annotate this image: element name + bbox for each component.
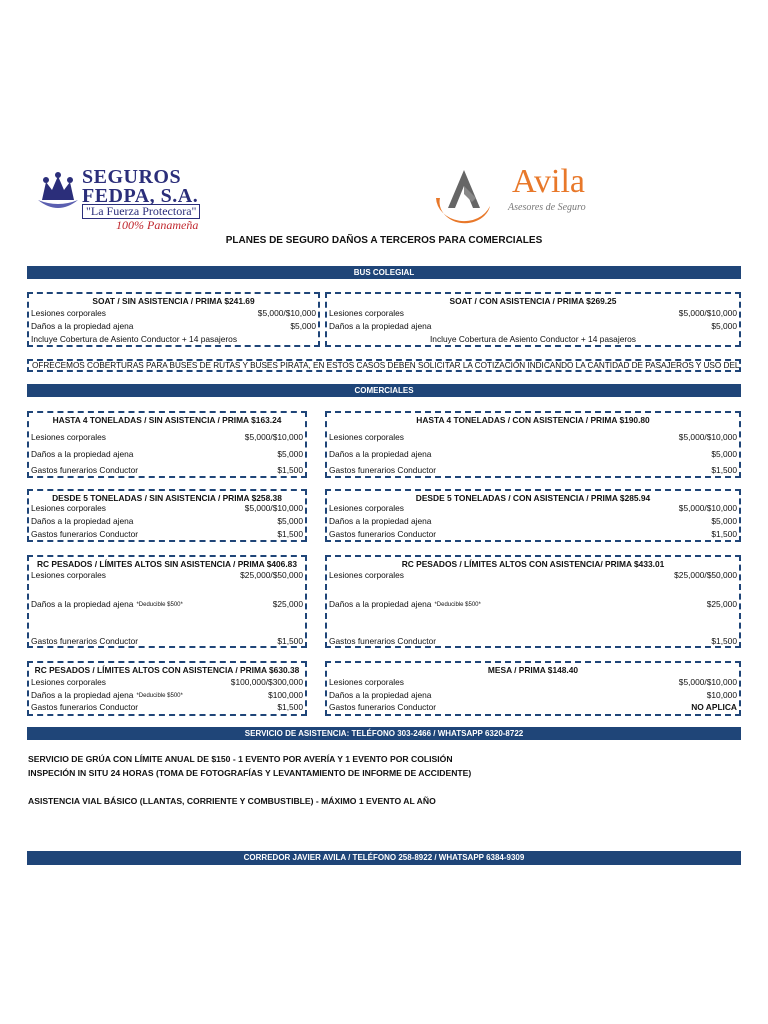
plan-box-bus-sin: [27, 292, 320, 347]
plan-row: Gastos funerarios Conductor NO APLICA: [329, 702, 737, 712]
avila-subtitle: Asesores de Seguro: [508, 202, 586, 213]
page-title: PLANES DE SEGURO DAÑOS A TERCEROS PARA COMERCIALES: [225, 235, 543, 246]
plan-row: Daños a la propiedad ajena $5,000: [31, 321, 316, 331]
deductible-note: *Deducible $500*: [136, 693, 183, 699]
section-bar-corredor: CORREDOR JAVIER AVILA / TELÉFONO 258-8922 / WHATSAPP 6384-9309: [27, 851, 741, 865]
avila-mark-icon: [428, 162, 500, 224]
plan-title: HASTA 4 TONELADAS / SIN ASISTENCIA / PRIMA $163.24: [52, 415, 282, 425]
plan-row: Lesiones corporales $5,000/$10,000: [329, 503, 737, 513]
plan-row: Lesiones corporales $25,000/$50,000: [329, 570, 737, 580]
plan-row: Lesiones corporales $5,000/$10,000: [31, 503, 303, 513]
plan-row: Daños a la propiedad ajena $5,000: [329, 516, 737, 526]
plan-row: Daños a la propiedad ajena *Deducible $500* $25,000: [329, 599, 737, 609]
plan-row: Incluye Cobertura de Asiento Conductor + 14 pasajeros: [429, 334, 636, 344]
plan-row: Gastos funerarios Conductor $1,500: [329, 636, 737, 646]
plan-row: Gastos funerarios Conductor $1,500: [31, 702, 303, 712]
plan-row: Lesiones corporales $5,000/$10,000: [31, 432, 303, 442]
plan-row: Gastos funerarios Conductor $1,500: [329, 529, 737, 539]
plan-row: Lesiones corporales $5,000/$10,000: [329, 308, 737, 318]
fedpa-tagline: "La Fuerza Protectora": [82, 204, 200, 219]
plan-title: RC PESADOS / LÍMITES ALTOS CON ASISTENCIA/ PRIMA $433.01: [401, 559, 665, 569]
plan-box-mesa: [325, 661, 741, 716]
plan-row: Daños a la propiedad ajena $5,000: [31, 516, 303, 526]
plan-box-bus-con: [325, 292, 741, 347]
plan-title: SOAT / CON ASISTENCIA / PRIMA $269.25: [449, 296, 617, 306]
service-line: SERVICIO DE GRÚA CON LÍMITE ANUAL DE $150 - 1 EVENTO POR AVERÍA Y 1 EVENTO POR COLISIÓN: [28, 754, 453, 764]
avila-logo: [428, 162, 608, 224]
plan-title: RC PESADOS / LÍMITES ALTOS CON ASISTENCIA / PRIMA $630.38: [34, 665, 300, 675]
plan-title: MESA / PRIMA $148.40: [487, 665, 579, 675]
fedpa-country: 100% Panameña: [116, 218, 199, 232]
plan-row: Gastos funerarios Conductor $1,500: [329, 465, 737, 475]
plan-box-h4-con: [325, 411, 741, 478]
plan-row: Lesiones corporales $5,000/$10,000: [31, 308, 316, 318]
notice-banner: OFRECEMOS COBERTURAS PARA BUSES DE RUTAS Y BUSES PIRATA, EN ESTOS CASOS DEBEN SOLICITAR LA COTIZACIÓN INDICANDO LA CANTIDAD DE PASAJEROS Y USO DEL: [27, 359, 741, 372]
plan-row: Daños a la propiedad ajena *Deducible $500* $100,000: [31, 690, 303, 700]
avila-name: Avila: [512, 163, 586, 200]
plan-title: SOAT / SIN ASISTENCIA / PRIMA $241.69: [92, 296, 255, 306]
fedpa-logo: [36, 168, 226, 230]
plan-row: Daños a la propiedad ajena $10,000: [329, 690, 737, 700]
plan-row: Gastos funerarios Conductor $1,500: [31, 636, 303, 646]
plan-row: Daños a la propiedad ajena *Deducible $500* $25,000: [31, 599, 303, 609]
service-line: ASISTENCIA VIAL BÁSICO (LLANTAS, CORRIENTE Y COMBUSTIBLE) - MÁXIMO 1 EVENTO AL AÑO: [28, 796, 436, 806]
section-bar-asistencia: SERVICIO DE ASISTENCIA: TELÉFONO 303-2466 / WHATSAPP 6320-8722: [27, 727, 741, 740]
plan-box-h4-sin: [27, 411, 307, 478]
plan-row: Incluye Cobertura de Asiento Conductor + 14 pasajeros: [31, 334, 238, 344]
plan-box-rc-sin: [27, 555, 307, 648]
plan-row: Lesiones corporales $25,000/$50,000: [31, 570, 303, 580]
fedpa-name: SEGUROS FEDPA, S.A.: [82, 166, 199, 207]
deductible-note: *Deducible $500*: [434, 602, 481, 608]
fedpa-family-icon: [36, 170, 80, 214]
plan-box-d5-con: [325, 489, 741, 542]
deductible-note: *Deducible $500*: [136, 602, 183, 608]
plan-box-rc2-con: [27, 661, 307, 716]
plan-title: HASTA 4 TONELADAS / CON ASISTENCIA / PRIMA $190.80: [416, 415, 650, 425]
plan-row: Daños a la propiedad ajena $5,000: [31, 449, 303, 459]
plan-box-rc-con: [325, 555, 741, 648]
plan-row: Lesiones corporales $5,000/$10,000: [329, 432, 737, 442]
plan-row: Gastos funerarios Conductor $1,500: [31, 465, 303, 475]
section-bar-bus: BUS COLEGIAL: [27, 266, 741, 279]
section-bar-comerciales: COMERCIALES: [27, 384, 741, 397]
plan-row: Gastos funerarios Conductor $1,500: [31, 529, 303, 539]
service-line: INSPECIÓN IN SITU 24 HORAS (TOMA DE FOTOGRAFÍAS Y LEVANTAMIENTO DE INFORME DE ACCIDENTE): [28, 768, 472, 778]
plan-title: DESDE 5 TONELADAS / SIN ASISTENCIA / PRIMA $258.38: [52, 493, 282, 503]
plan-row: Lesiones corporales $100,000/$300,000: [31, 677, 303, 687]
plan-row: Daños a la propiedad ajena $5,000: [329, 321, 737, 331]
plan-title: DESDE 5 TONELADAS / CON ASISTENCIA / PRIMA $285.94: [415, 493, 651, 503]
plan-row: Lesiones corporales $5,000/$10,000: [329, 677, 737, 687]
plan-row: Daños a la propiedad ajena $5,000: [329, 449, 737, 459]
plan-box-d5-sin: [27, 489, 307, 542]
plan-title: RC PESADOS / LÍMITES ALTOS SIN ASISTENCIA / PRIMA $406.83: [37, 559, 297, 569]
